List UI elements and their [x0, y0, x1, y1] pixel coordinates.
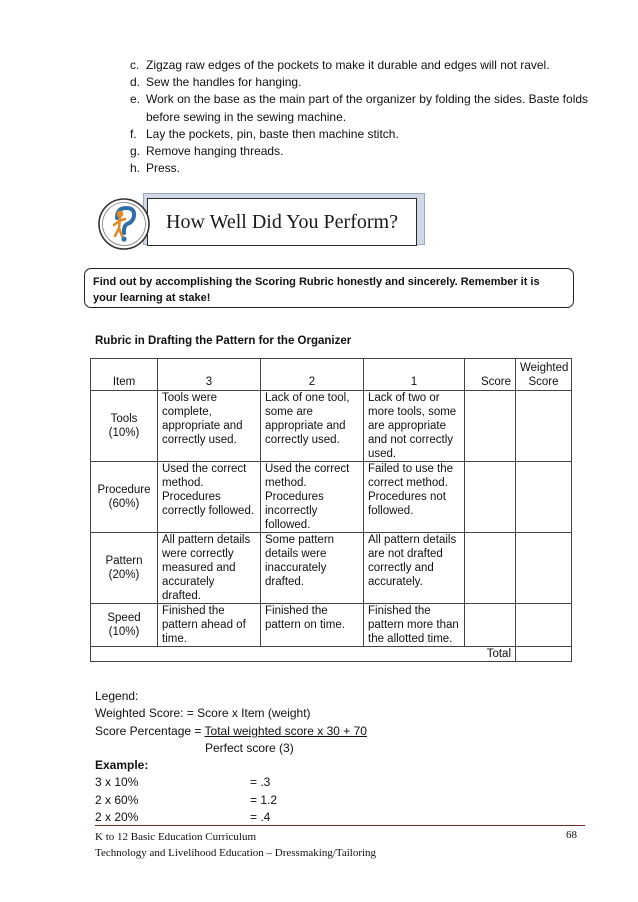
weighted-score-cell: [516, 391, 572, 462]
total-label: Total: [91, 647, 516, 662]
score-cell: [465, 604, 516, 647]
criteria-3-cell: All pattern details were correctly measured and accurately drafted.: [158, 533, 261, 604]
instruction-note: Find out by accomplishing the Scoring Rubric honestly and sincerely. Remember it is your learning at stake!: [84, 268, 574, 308]
criteria-2-cell: Lack of one tool, some are appropriate and correctly used.: [261, 391, 364, 462]
score-cell: [465, 462, 516, 533]
question-figure-icon: [97, 197, 151, 251]
criteria-2-cell: Used the correct method. Procedures incorrectly followed.: [261, 462, 364, 533]
header-item: Item: [91, 359, 158, 391]
item-cell: Pattern (20%): [91, 533, 158, 604]
table-row: [91, 533, 572, 604]
formula-denominator: Perfect score (3): [205, 740, 294, 755]
total-value-cell: [516, 647, 572, 662]
weighted-score-cell: [516, 533, 572, 604]
total-row: [91, 647, 572, 662]
header-2: 2: [261, 359, 364, 391]
criteria-3-cell: Used the correct method. Procedures correctly followed.: [158, 462, 261, 533]
step-item: f. Lay the pockets, pin, baste then machine stitch.: [130, 126, 399, 141]
criteria-1-cell: All pattern details are not drafted correctly and accurately.: [364, 533, 465, 604]
item-cell: Speed (10%): [91, 604, 158, 647]
weighted-score-cell: [516, 462, 572, 533]
formula-numerator: Total weighted score x 30 + 70: [204, 723, 367, 738]
table-row: [91, 462, 572, 533]
footer-subject: Technology and Livelihood Education – Dressmaking/Tailoring: [95, 847, 377, 859]
criteria-1-cell: Finished the pattern more than the allotted time.: [364, 604, 465, 647]
score-percentage-formula: Score Percentage = Total weighted score x 30 + 70: [95, 723, 367, 738]
example-row: 2 x 20% = .4: [95, 810, 271, 825]
legend-section: [95, 688, 367, 826]
weighted-score-cell: [516, 604, 572, 647]
rubric-title: Rubric in Drafting the Pattern for the Organizer: [95, 335, 352, 347]
example-row: 2 x 60% = 1.2: [95, 792, 278, 807]
criteria-3-cell: Finished the pattern ahead of time.: [158, 604, 261, 647]
step-item: h. Press.: [130, 161, 181, 176]
banner-title: How Well Did You Perform?: [147, 198, 417, 246]
weighted-score-formula: Weighted Score: = Score x Item (weight): [95, 706, 311, 721]
step-item: g. Remove hanging threads.: [130, 144, 284, 159]
step-item: c. Zigzag raw edges of the pockets to make it durable and edges will not ravel.: [130, 58, 550, 72]
score-cell: [465, 533, 516, 604]
example-row: 3 x 10% = .3: [95, 775, 271, 790]
page-number: 68: [566, 829, 577, 841]
header-1: 1: [364, 359, 465, 391]
criteria-1-cell: Lack of two or more tools, some are appropriate and not correctly used.: [364, 391, 465, 462]
criteria-1-cell: Failed to use the correct method. Procedures not followed.: [364, 462, 465, 533]
criteria-2-cell: Some pattern details were inaccurately drafted.: [261, 533, 364, 604]
legend-heading: Legend:: [95, 689, 139, 703]
step-item: e. Work on the base as the main part of the organizer by folding the sides. Baste folds before sewing in the sewing machine.: [130, 92, 589, 124]
header-score: Score: [465, 359, 516, 391]
criteria-2-cell: Finished the pattern on time.: [261, 604, 364, 647]
criteria-3-cell: Tools were complete, appropriate and correctly used.: [158, 391, 261, 462]
footer-divider: [95, 825, 585, 826]
header-weighted-score: Weighted Score: [516, 359, 572, 391]
header-3: 3: [158, 359, 261, 391]
table-header-row: [91, 359, 572, 391]
scoring-rubric-table: [90, 358, 572, 662]
example-heading: Example:: [95, 758, 149, 773]
score-cell: [465, 391, 516, 462]
item-cell: Procedure (60%): [91, 462, 158, 533]
footer: [95, 829, 376, 861]
footer-curriculum: K to 12 Basic Education Curriculum: [95, 831, 256, 843]
step-item: d. Sew the handles for hanging.: [130, 75, 302, 90]
table-row: [91, 604, 572, 647]
table-row: [91, 391, 572, 462]
item-cell: Tools (10%): [91, 391, 158, 462]
procedure-steps: [130, 57, 600, 177]
section-banner: [97, 193, 427, 255]
